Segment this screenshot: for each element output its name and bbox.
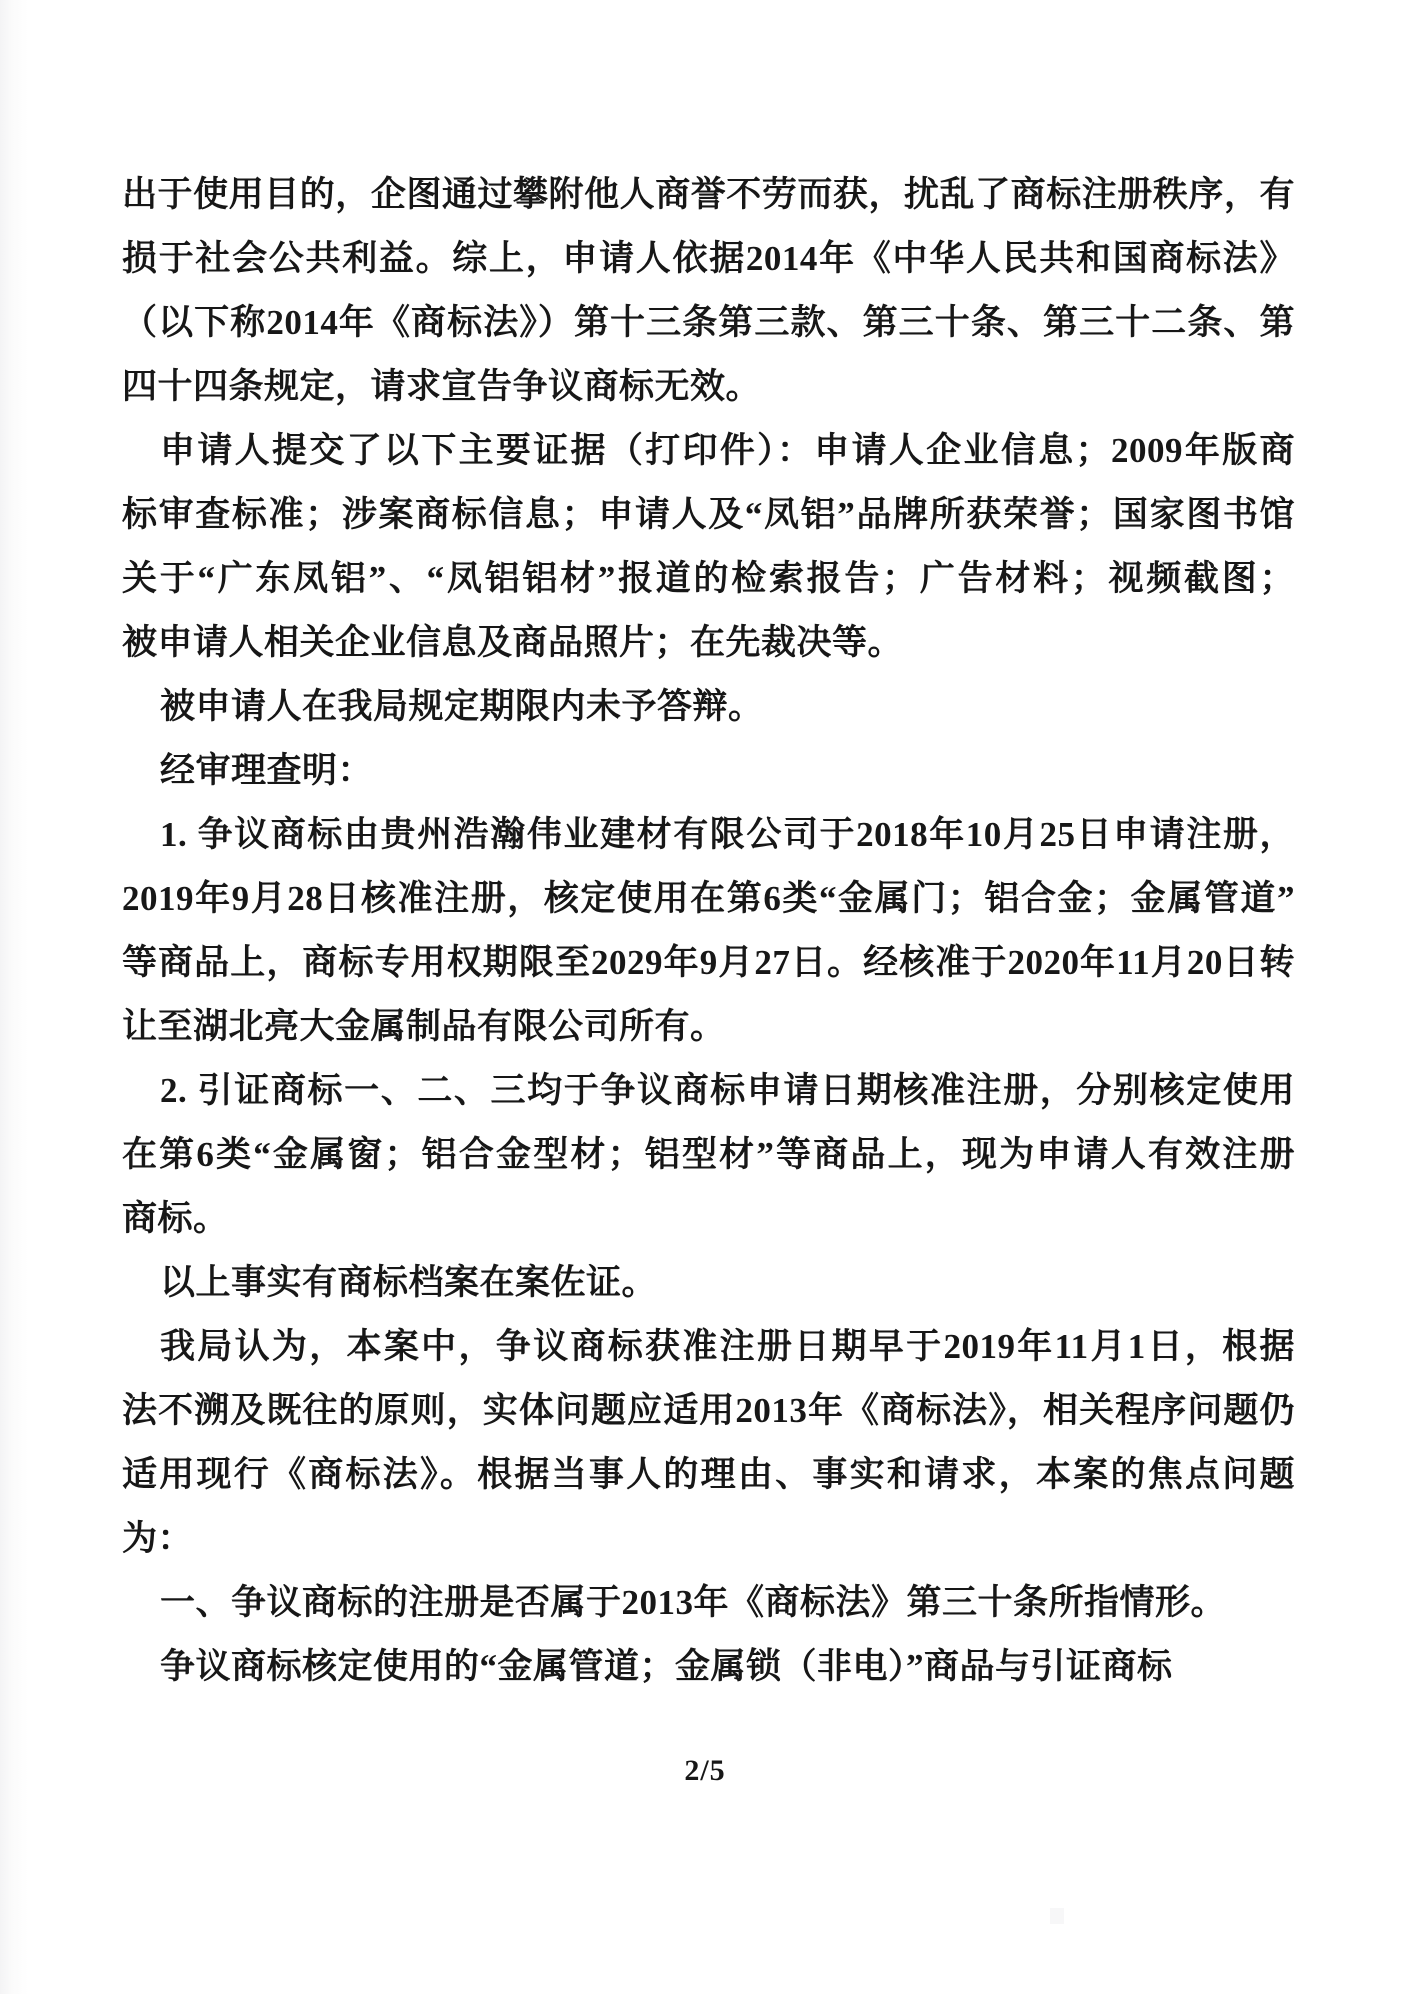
text-line: 2. 引证商标一、二、三均于争议商标申请日期核准注册，分别核定使用 bbox=[160, 1071, 1295, 1110]
text-line: 等商品上，商标专用权期限至2029年9月27日。经核准于2020年11月20日转 bbox=[122, 943, 1295, 982]
text-line: 被申请人在我局规定期限内未予答辩。 bbox=[160, 687, 764, 726]
text-line: 一、争议商标的注册是否属于2013年《商标法》第三十条所指情形。 bbox=[160, 1583, 1227, 1622]
text-line: 以上事实有商标档案在案佐证。 bbox=[160, 1263, 658, 1302]
text-line: 经审理查明： bbox=[160, 751, 374, 790]
text-line: 关于“广东凤铝”、“凤铝铝材”报道的检索报告；广告材料；视频截图； bbox=[122, 559, 1295, 598]
text-line: 为： bbox=[122, 1519, 194, 1558]
text-line: 法不溯及既往的原则，实体问题应适用2013年《商标法》，相关程序问题仍 bbox=[122, 1391, 1295, 1430]
text-line: （以下称2014年《商标法》）第十三条第三款、第三十条、第三十二条、第 bbox=[122, 303, 1295, 342]
text-line: 争议商标核定使用的“金属管道；金属锁（非电）”商品与引证商标 bbox=[160, 1647, 1173, 1686]
text-line: 损于社会公共利益。综上，申请人依据2014年《中华人民共和国商标法》 bbox=[122, 239, 1295, 278]
text-line: 适用现行《商标法》。根据当事人的理由、事实和请求，本案的焦点问题 bbox=[122, 1455, 1295, 1494]
text-line: 出于使用目的，企图通过攀附他人商誉不劳而获，扰乱了商标注册秩序，有 bbox=[122, 175, 1295, 214]
text-line: 商标。 bbox=[122, 1199, 229, 1238]
page-number: 2/5 bbox=[684, 1754, 726, 1787]
text-line: 四十四条规定，请求宣告争议商标无效。 bbox=[122, 367, 762, 406]
text-line: 我局认为，本案中，争议商标获准注册日期早于2019年11月1日，根据 bbox=[160, 1327, 1295, 1366]
text-line: 2019年9月28日核准注册，核定使用在第6类“金属门；铝合金；金属管道” bbox=[122, 879, 1295, 918]
scan-artifact bbox=[1050, 1908, 1064, 1924]
text-line: 让至湖北亮大金属制品有限公司所有。 bbox=[122, 1007, 726, 1046]
text-line: 标审查标准；涉案商标信息；申请人及“凤铝”品牌所获荣誉；国家图书馆 bbox=[122, 495, 1295, 534]
text-line: 申请人提交了以下主要证据（打印件）：申请人企业信息；2009年版商 bbox=[160, 431, 1295, 470]
text-line: 在第6类“金属窗；铝合金型材；铝型材”等商品上，现为申请人有效注册 bbox=[122, 1135, 1295, 1174]
text-line: 1. 争议商标由贵州浩瀚伟业建材有限公司于2018年10月25日申请注册， bbox=[160, 815, 1295, 854]
text-line: 被申请人相关企业信息及商品照片；在先裁决等。 bbox=[122, 623, 904, 662]
